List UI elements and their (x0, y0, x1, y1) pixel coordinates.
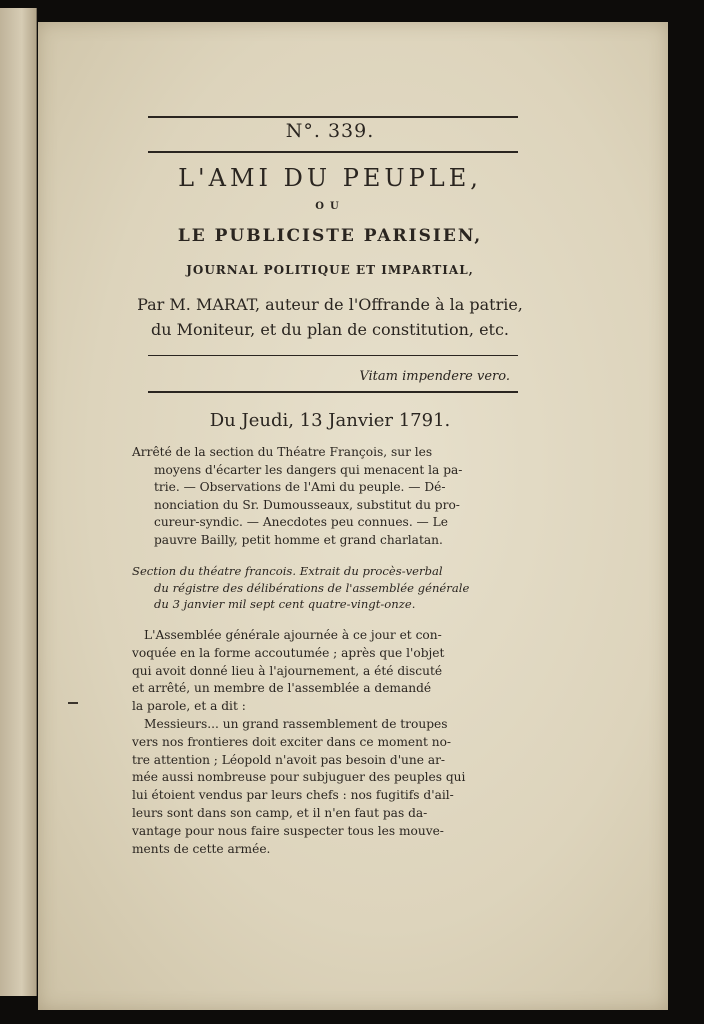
body-line: mée aussi nombreuse pour subjuguer des peuples qui (132, 770, 466, 785)
summary-line: moyens d'écarter les dangers qui menacent la pa- (154, 462, 463, 477)
body-line: vantage pour nous faire suspecter tous les mouve- (132, 823, 444, 838)
summary-paragraph (132, 444, 512, 550)
body-text (132, 627, 512, 858)
masthead-ou: OU (315, 201, 345, 212)
body-line: lui étoient vendus par leurs chefs : nos fugitifs d'ail- (132, 788, 454, 803)
issue-number: N°. 339. (285, 120, 375, 142)
body-line: et arrêté, un membre de l'assemblée a demandé (132, 681, 432, 696)
body-line: la parole, et a dit : (132, 699, 246, 714)
body-line: vers nos frontieres doit exciter dans ce moment no- (132, 734, 452, 749)
body-line: ments de cette armée. (132, 841, 271, 856)
body-line: qui avoit donné lieu à l'ajournement, a été discuté (132, 663, 443, 678)
motto-rule-bottom (148, 391, 518, 393)
facing-page-edge (0, 8, 37, 996)
body-line: tre attention ; Léopold n'avoit pas besoin d'une ar- (132, 752, 446, 767)
masthead-subtitle: LE PUBLICISTE PARISIEN, (177, 226, 483, 246)
motto-rule-top (148, 355, 518, 356)
top-rule (148, 116, 518, 118)
issue-date: Du Jeudi, 13 Janvier 1791. (209, 410, 451, 431)
margin-mark (68, 702, 78, 704)
motto: Vitam impendere vero. (359, 369, 510, 384)
body-line: L'Assemblée générale ajournée à ce jour et con- (144, 628, 442, 642)
summary-line: cureur-syndic. — Anecdotes peu connues. — Le (154, 515, 448, 530)
masthead-title: L'AMI DU PEUPLE, (178, 164, 482, 192)
body-line: Messieurs... un grand rassemblement de troupes (144, 716, 448, 731)
author-line-1: Par M. MARAT, auteur de l'Offrande à la patrie, (137, 295, 523, 314)
body-line: leurs sont dans son camp, et il n'en faut pas da- (132, 805, 428, 820)
extract-line: du régistre des délibérations de l'assemblée générale (154, 580, 470, 595)
number-rule (148, 151, 518, 153)
extract-heading (132, 563, 512, 613)
summary-line: trie. — Observations de l'Ami du peuple. — Dé- (154, 480, 446, 495)
summary-line: Arrêté de la section du Théatre François, sur les (132, 445, 433, 459)
extract-line: du 3 janvier mil sept cent quatre-vingt-onze. (154, 597, 416, 611)
extract-line: Section du théatre francois. Extrait du procès-verbal (132, 564, 443, 578)
body-line: voquée en la forme accoutumée ; après que l'objet (132, 645, 445, 660)
author-line-2: du Moniteur, et du plan de constitution, etc. (150, 320, 510, 339)
summary-line: pauvre Bailly, petit homme et grand charlatan. (154, 532, 443, 547)
journal-line: JOURNAL POLITIQUE ET IMPARTIAL, (186, 263, 474, 277)
summary-line: nonciation du Sr. Dumousseaux, substitut du pro- (154, 497, 460, 512)
